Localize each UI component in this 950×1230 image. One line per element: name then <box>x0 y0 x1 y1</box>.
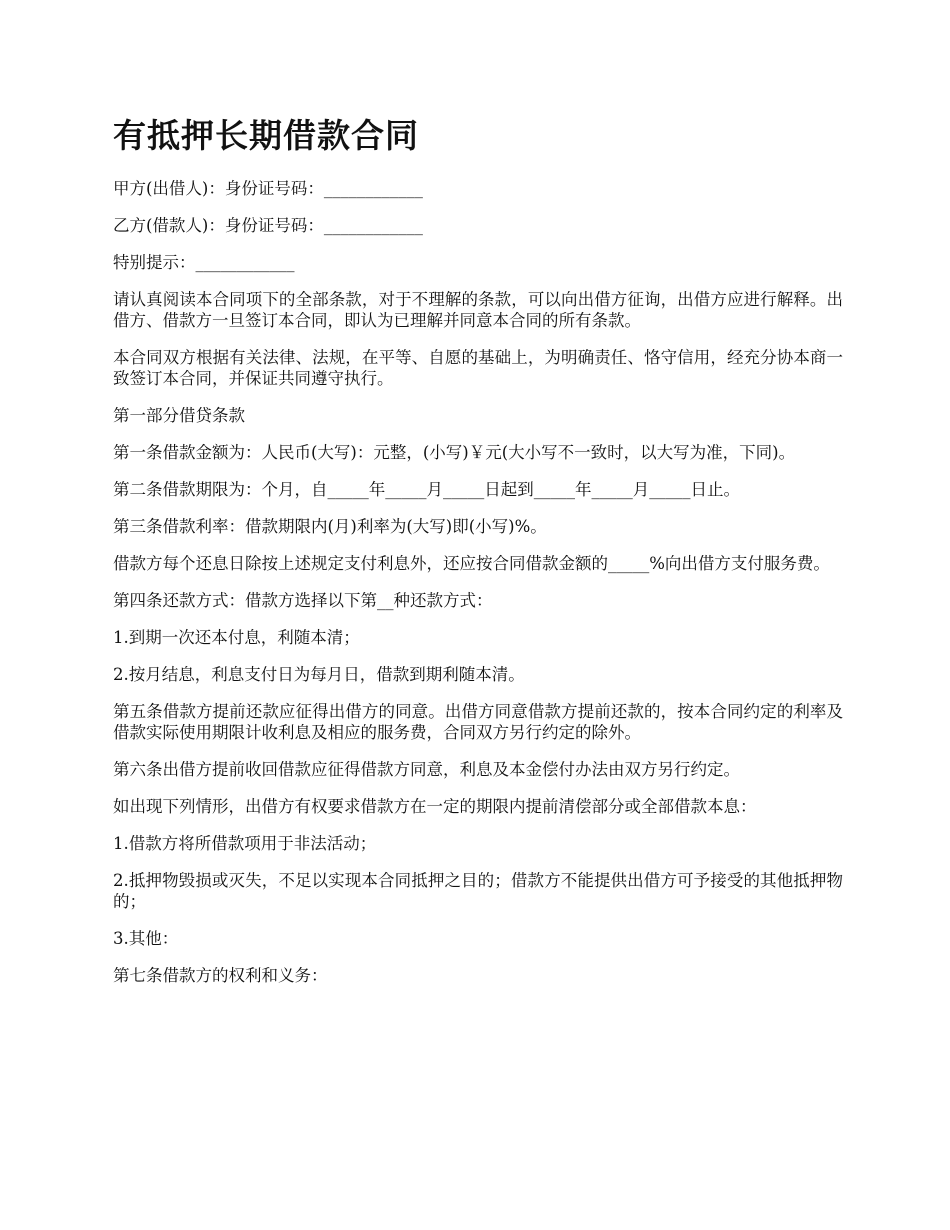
agreement-basis-paragraph: 本合同双方根据有关法律、法规，在平等、自愿的基础上，为明确责任、恪守信用，经充分协本商一致签订本合同，并保证共同遵守执行。 <box>113 348 843 388</box>
document-page <box>113 112 843 1002</box>
article-2-loan-term: 第二条借款期限为：个月，自_____年_____月_____日起到_____年_____月_____日止。 <box>113 480 740 499</box>
special-notice-line: 特别提示：____________ <box>113 253 295 272</box>
article-6-early-recall: 第六条出借方提前收回借款应征得借款方同意，利息及本金偿付办法由双方另行约定。 <box>113 760 740 779</box>
condition-3: 3.其他： <box>113 929 179 948</box>
article-1-loan-amount: 第一条借款金额为：人民币(大写)：元整，(小写)￥元(大小写不一致时，以大写为准，下同)。 <box>113 443 796 462</box>
repayment-option-2: 2.按月结息，利息支付日为每月日，借款到期利随本清。 <box>113 665 525 684</box>
party-a-line: 甲方(出借人)：身份证号码：____________ <box>113 179 423 198</box>
article-5-early-repayment: 第五条借款方提前还款应征得出借方的同意。出借方同意借款方提前还款的，按本合同约定的利率及借款实际使用期限计收利息及相应的服务费，合同双方另行约定的除外。 <box>113 702 843 742</box>
article-4-repayment-method: 第四条还款方式：借款方选择以下第__种还款方式： <box>113 591 493 610</box>
article-3-interest-rate: 第三条借款利率：借款期限内(月)利率为(大写)即(小写)%。 <box>113 517 547 536</box>
condition-1: 1.借款方将所借款项用于非法活动； <box>113 834 377 853</box>
section-heading-loan-terms: 第一部分借贷条款 <box>113 406 245 425</box>
document-title: 有抵押长期借款合同 <box>113 116 419 155</box>
service-fee-paragraph: 借款方每个还息日除按上述规定支付利息外，还应按合同借款金额的_____%向出借方支付服务费。 <box>113 554 830 573</box>
article-7-borrower-rights: 第七条借款方的权利和义务： <box>113 966 328 985</box>
reading-notice-paragraph: 请认真阅读本合同项下的全部条款，对于不理解的条款，可以向出借方征询，出借方应进行解释。出借方、借款方一旦签订本合同，即认为已理解并同意本合同的所有条款。 <box>113 290 843 330</box>
repayment-option-1: 1.到期一次还本付息，利随本清； <box>113 628 360 647</box>
early-recall-conditions: 如出现下列情形，出借方有权要求借款方在一定的期限内提前清偿部分或全部借款本息： <box>113 797 757 816</box>
condition-2: 2.抵押物毁损或灭失，不足以实现本合同抵押之目的；借款方不能提供出借方可予接受的其他抵押物的； <box>113 871 843 911</box>
party-b-line: 乙方(借款人)：身份证号码：____________ <box>113 216 423 235</box>
